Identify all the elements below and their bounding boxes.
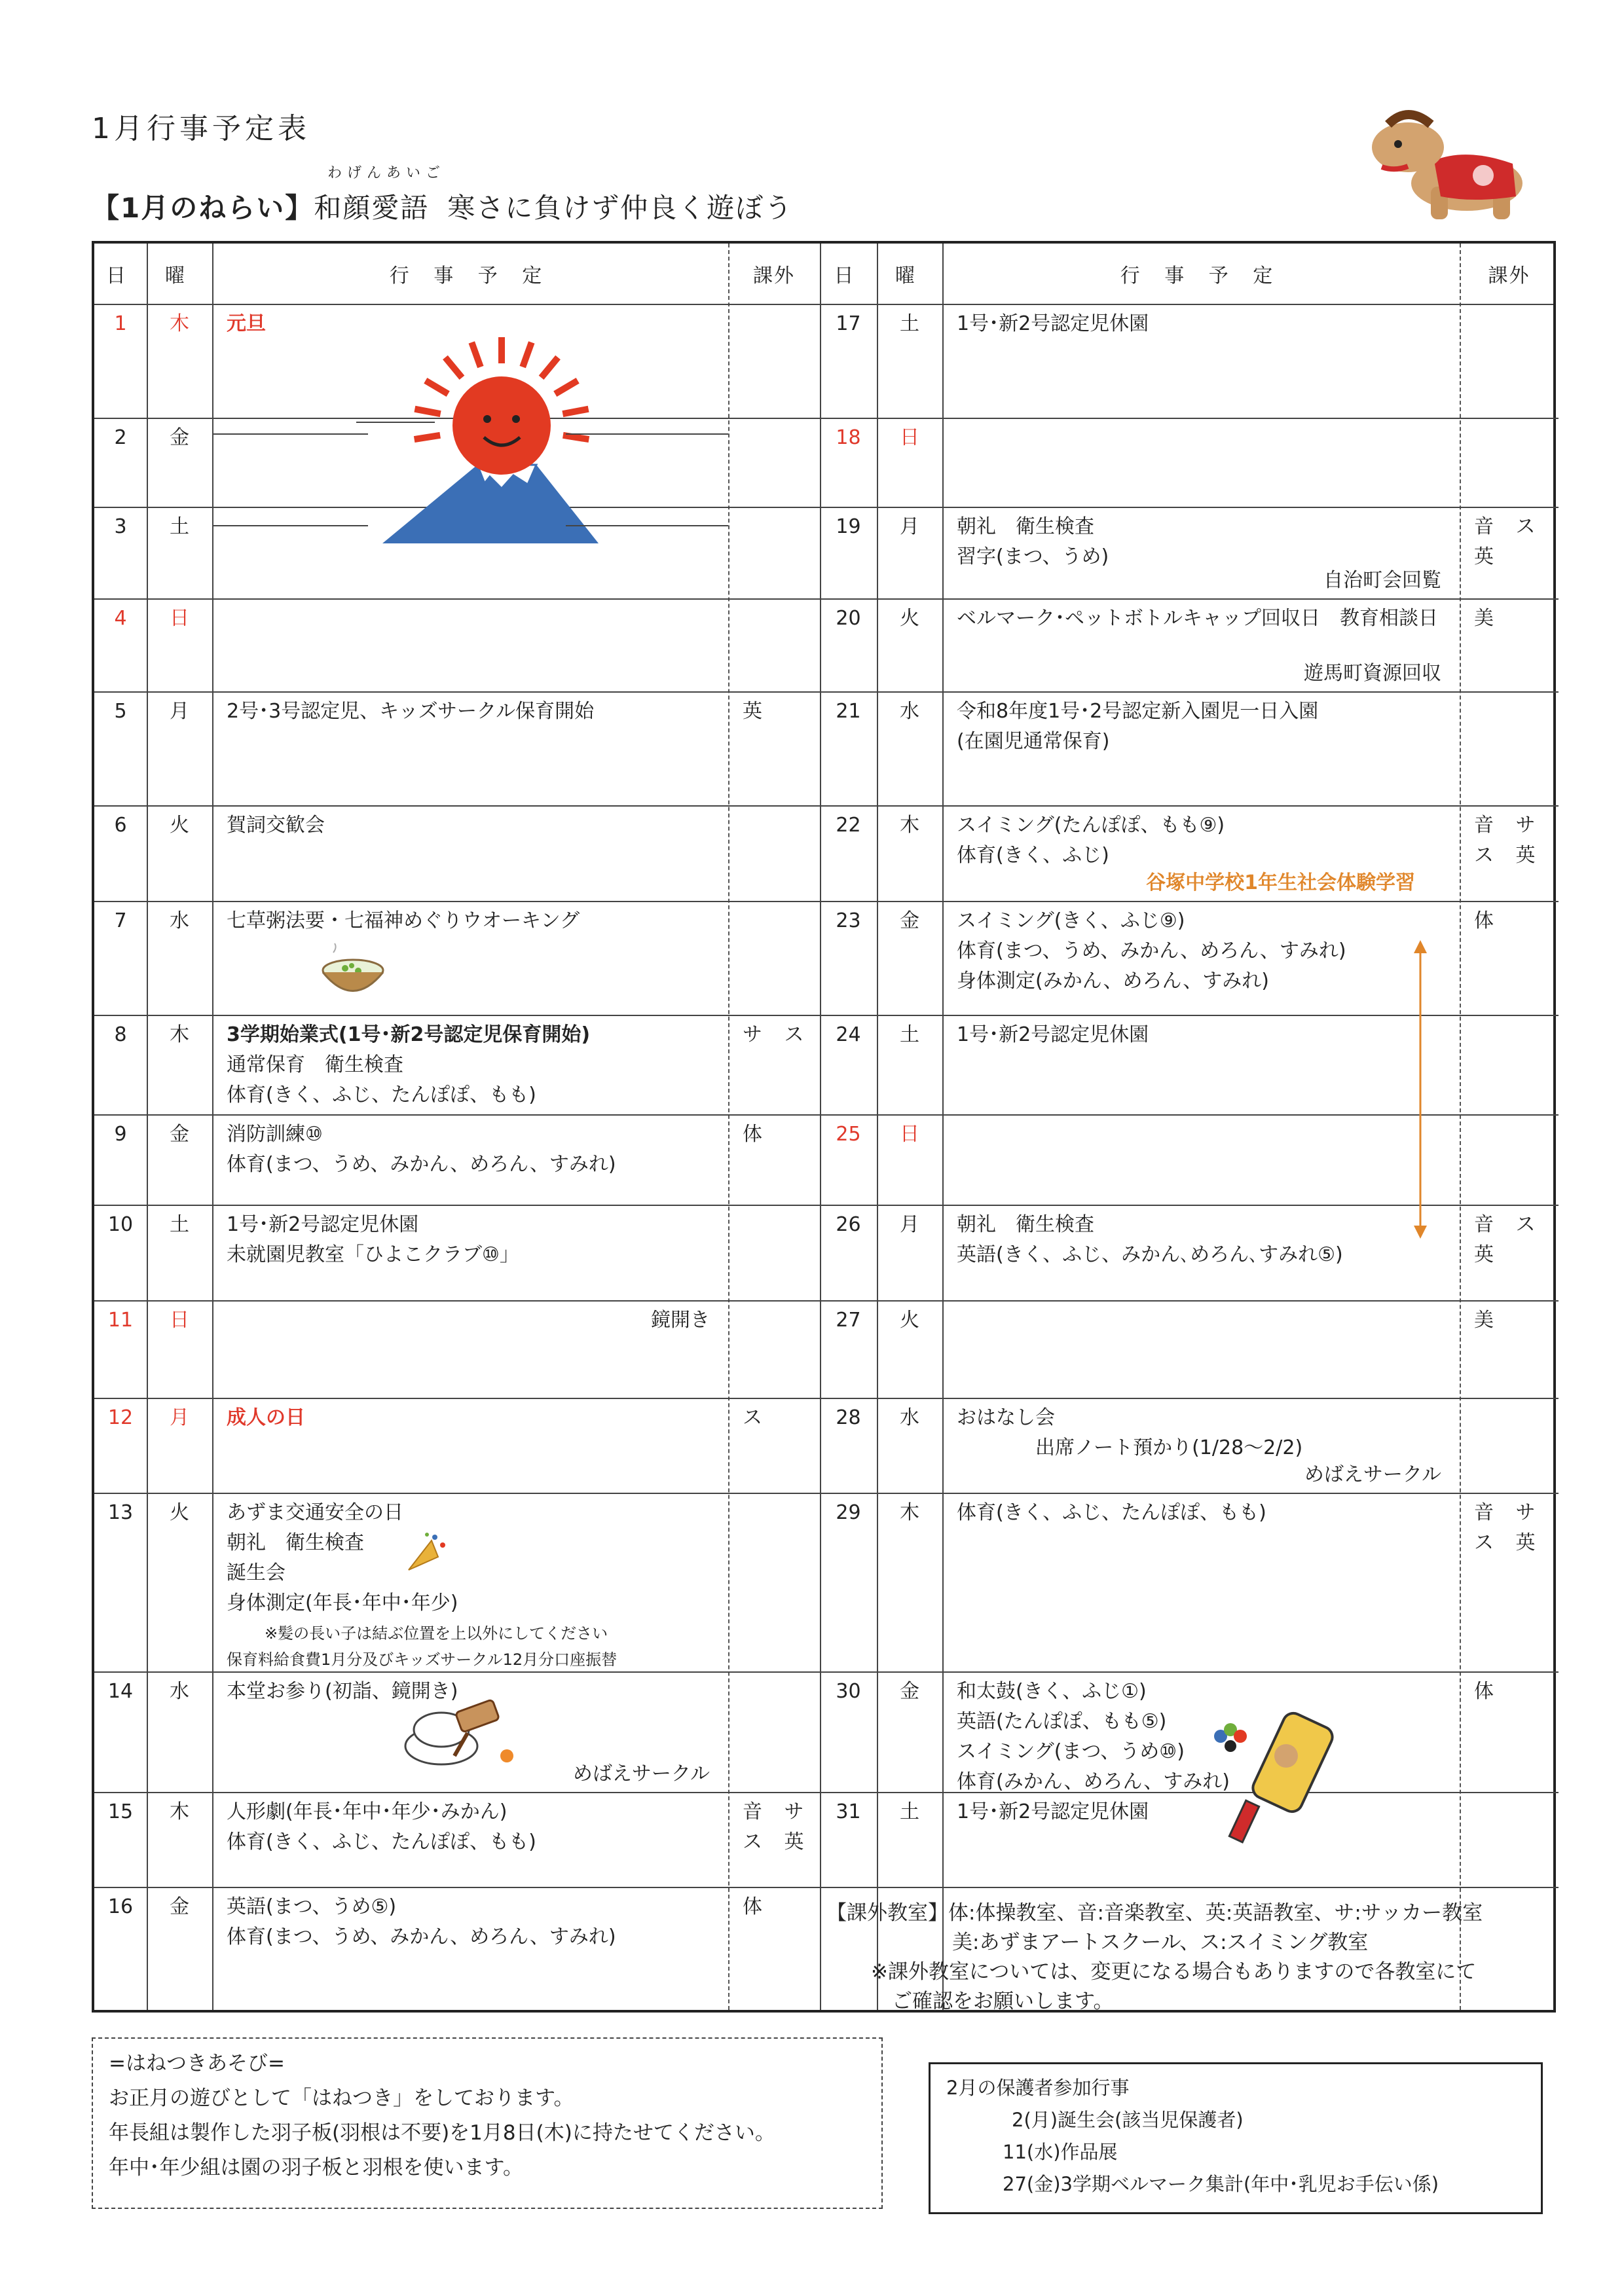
legend-line-2: 美:あずまアートスクール、ス:スイミング教室 xyxy=(952,1931,1369,1954)
party-popper-icon xyxy=(402,1531,448,1576)
event-line: 1号･新2号認定児休園 xyxy=(957,312,1149,335)
event-line: 1号･新2号認定児休園 xyxy=(957,1023,1149,1046)
day-number: 26 xyxy=(836,1213,861,1236)
header-day-left: 日 xyxy=(106,264,135,287)
event-line: 体育(みかん、めろん、すみれ) xyxy=(957,1770,1230,1793)
weekday: 金 xyxy=(900,909,919,932)
event-line: 体育(まつ、うめ、みかん、めろん、すみれ) xyxy=(227,1925,616,1948)
weekday: 土 xyxy=(900,1023,919,1046)
extra-class: 体 xyxy=(743,1123,770,1146)
extra-class: ス xyxy=(743,1406,770,1429)
event-line: あずま交通安全の日 xyxy=(227,1501,403,1524)
weekday: 日 xyxy=(170,607,189,630)
event-right-note: 自治町会回覧 xyxy=(1323,569,1441,592)
february-line-1: 2(月)誕生会(該当児保護者) xyxy=(1012,2109,1244,2131)
event-line: 朝礼 衛生検査 xyxy=(227,1531,364,1554)
weekday: 月 xyxy=(900,1213,919,1236)
event-line: 体育(きく、ふじ、たんぽぽ、もも) xyxy=(227,1084,536,1106)
monthly-aim xyxy=(92,165,794,226)
event-line: 英語(まつ、うめ⑤) xyxy=(227,1895,397,1918)
event-line: スイミング(たんぽぽ、もも⑨) xyxy=(957,814,1225,837)
weekday: 日 xyxy=(900,1123,919,1146)
event-line: 朝礼 衛生検査 xyxy=(957,1213,1094,1236)
header-weekday-right: 曜 xyxy=(895,264,924,287)
day-number: 5 xyxy=(114,700,127,723)
sun-fuji-icon xyxy=(356,327,599,543)
day-number: 13 xyxy=(107,1501,134,1524)
header-day-right: 日 xyxy=(834,264,863,287)
day-number: 30 xyxy=(836,1680,861,1703)
hanetsuki-line-2: 年長組は製作した羽子板(羽根は不要)を1月8日(木)に持たせてください。 xyxy=(109,2121,775,2145)
february-title: 2月の保護者参加行事 xyxy=(946,2077,1130,2099)
event-line: 和太鼓(きく、ふじ①) xyxy=(957,1680,1147,1703)
event-line: 未就園児教室「ひよこクラブ⑩」 xyxy=(227,1243,519,1266)
event-note: 保育料給食費1月分及びキッズサークル12月分口座振替 xyxy=(227,1650,618,1669)
event-line: (在園児通常保育) xyxy=(957,730,1110,753)
weekday: 火 xyxy=(170,814,189,837)
weekday: 月 xyxy=(170,700,189,723)
extra-class: 音 ス 英 xyxy=(1474,515,1543,568)
extra-class: 英 xyxy=(743,700,770,723)
event-line: 消防訓練⑩ xyxy=(227,1123,323,1146)
day-number: 22 xyxy=(836,814,861,837)
extra-class: サ ス xyxy=(743,1023,812,1046)
day-number: 20 xyxy=(836,607,861,630)
weekday: 木 xyxy=(170,312,189,335)
header-weekday-left: 曜 xyxy=(165,264,194,287)
aim-ruby: わげんあいご xyxy=(327,165,446,181)
day-number: 16 xyxy=(107,1895,134,1918)
extra-class: 美 xyxy=(1474,607,1502,630)
extra-class: 音 ス 英 xyxy=(1474,1213,1543,1266)
day-number: 10 xyxy=(107,1213,134,1236)
event-line: 体育(まつ、うめ、みかん、めろん、すみれ) xyxy=(227,1153,616,1176)
event-line: 令和8年度1号･2号認定新入園児一日入園 xyxy=(957,700,1319,723)
event-line: おはなし会 xyxy=(957,1406,1055,1429)
day-number: 24 xyxy=(836,1023,861,1046)
event-line: 通常保育 衛生検査 xyxy=(227,1053,403,1076)
extra-class: 音 サ ス 英 xyxy=(1474,1501,1543,1554)
event-line: 出席ノート預かり(1/28～2/2) xyxy=(957,1436,1303,1459)
weekday: 日 xyxy=(900,426,919,449)
day-number: 7 xyxy=(114,909,127,932)
day-number: 15 xyxy=(107,1800,134,1823)
mochi-mallet-icon xyxy=(402,1694,533,1766)
february-line-2: 11(水)作品展 xyxy=(1003,2141,1118,2163)
hagoita-icon xyxy=(1208,1710,1325,1841)
aim-theme: 寒さに負けず仲良く遊ぼう xyxy=(447,192,794,224)
weekday: 月 xyxy=(900,515,919,538)
event-line: 習字(まつ、うめ) xyxy=(957,545,1109,568)
header-events-right: 行 事 予 定 xyxy=(1120,264,1282,287)
event-line: 誕生会 xyxy=(227,1561,286,1584)
weekday: 水 xyxy=(900,1406,919,1429)
day-number: 28 xyxy=(836,1406,861,1429)
event-line: 体育(きく、ふじ) xyxy=(957,844,1109,867)
legend-line-3: ※課外教室については、変更になる場合もありますので各教室にて xyxy=(871,1960,1477,1984)
page-title: 1月行事予定表 xyxy=(92,112,310,145)
day-number: 25 xyxy=(836,1123,861,1146)
header-events-left: 行 事 予 定 xyxy=(389,264,551,287)
aim-label: 【1月のねらい】 xyxy=(92,192,314,224)
event-right-note: 遊馬町資源回収 xyxy=(1304,662,1441,685)
weekday: 日 xyxy=(170,1309,189,1332)
day-number: 31 xyxy=(836,1800,861,1823)
weekday: 木 xyxy=(170,1800,189,1823)
day-number: 3 xyxy=(114,515,127,538)
day-number: 23 xyxy=(836,909,861,932)
extra-class: 体 xyxy=(1474,909,1502,932)
event-line: 2号･3号認定児、キッズサークル保育開始 xyxy=(227,700,595,723)
weekday: 水 xyxy=(900,700,919,723)
weekday: 水 xyxy=(170,909,189,932)
hanetsuki-line-3: 年中･年少組は園の羽子板と羽根を使います。 xyxy=(109,2156,524,2179)
day-number: 21 xyxy=(836,700,861,723)
extra-class: 体 xyxy=(743,1895,770,1918)
schedule-table xyxy=(92,241,1556,2013)
weekday: 火 xyxy=(900,607,919,630)
rice-porridge-icon xyxy=(320,947,386,1006)
day-number: 14 xyxy=(107,1680,134,1703)
horse-mascot-icon xyxy=(1369,98,1539,223)
weekday: 土 xyxy=(170,515,189,538)
hanetsuki-title: =はねつきあそび= xyxy=(109,2052,285,2075)
event-line: 成人の日 xyxy=(227,1406,305,1429)
day-number: 8 xyxy=(114,1023,127,1046)
event-line: 朝礼 衛生検査 xyxy=(957,515,1094,538)
header-extra-right: 課外 xyxy=(1488,264,1530,287)
weekday: 月 xyxy=(170,1406,189,1429)
event-line: 本堂お参り(初詣、鏡開き) xyxy=(227,1680,458,1703)
day-number: 6 xyxy=(114,814,127,837)
weekday: 金 xyxy=(900,1680,919,1703)
day-number: 1 xyxy=(114,312,127,335)
day-number: 27 xyxy=(836,1309,861,1332)
event-note: ※髪の長い子は結ぶ位置を上以外にしてください xyxy=(265,1624,608,1643)
extra-class: 美 xyxy=(1474,1309,1502,1332)
day-number: 4 xyxy=(114,607,127,630)
hanetsuki-line-1: お正月の遊びとして「はねつき」をしております。 xyxy=(109,2086,574,2110)
header-extra-left: 課外 xyxy=(753,264,795,287)
event-line: 体育(きく、ふじ、たんぽぽ、もも) xyxy=(957,1501,1266,1524)
day-number: 9 xyxy=(114,1123,127,1146)
event-line: 3学期始業式(1号･新2号認定児保育開始) xyxy=(227,1023,591,1046)
weekday: 土 xyxy=(900,312,919,335)
weekday: 土 xyxy=(170,1213,189,1236)
event-right-note: めばえサークル xyxy=(572,1762,710,1785)
weekday: 木 xyxy=(900,1501,919,1524)
event-line: 英語(きく、ふじ、みかん､めろん､すみれ⑤) xyxy=(957,1243,1343,1266)
day-number: 29 xyxy=(836,1501,861,1524)
event-line: 七草粥法要・七福神めぐりウオーキング xyxy=(227,909,580,932)
aim-word: 和顔愛語 xyxy=(314,192,430,224)
extra-class: 音 サ ス 英 xyxy=(743,1800,812,1853)
event-line: 体育(まつ、うめ、みかん、めろん、すみれ) xyxy=(957,939,1346,962)
weekday: 火 xyxy=(170,1501,189,1524)
event-line: 元旦 xyxy=(227,312,266,335)
event-orange-note: 谷塚中学校1年生社会体験学習 xyxy=(1146,871,1415,894)
legend-line-4: ご確認をお願いします。 xyxy=(892,1990,1114,2013)
weekday: 木 xyxy=(170,1023,189,1046)
weekday: 土 xyxy=(900,1800,919,1823)
day-number: 11 xyxy=(107,1309,134,1332)
event-line: 1号･新2号認定児休園 xyxy=(227,1213,419,1236)
event-right-note: めばえサークル xyxy=(1304,1463,1441,1486)
day-number: 17 xyxy=(836,312,861,335)
weekday: 金 xyxy=(170,1123,189,1146)
event-line: 英語(たんぽぽ、もも⑤) xyxy=(957,1710,1167,1733)
day-number: 19 xyxy=(836,515,861,538)
weekday: 金 xyxy=(170,426,189,449)
weekday: 金 xyxy=(170,1895,189,1918)
legend-line-1: 【課外教室】体:体操教室、音:音楽教室、英:英語教室、サ:サッカー教室 xyxy=(826,1901,1483,1925)
day-number: 2 xyxy=(114,426,127,449)
event-line: スイミング(きく、ふじ⑨) xyxy=(957,909,1185,932)
february-box xyxy=(929,2062,1543,2214)
event-line: スイミング(まつ、うめ⑩) xyxy=(957,1740,1185,1763)
day-number: 12 xyxy=(107,1406,134,1429)
event-line: 1号･新2号認定児休園 xyxy=(957,1800,1149,1823)
event-line: 身体測定(みかん、めろん、すみれ) xyxy=(957,970,1270,993)
event-line: 体育(きく、ふじ、たんぽぽ、もも) xyxy=(227,1831,536,1853)
event-line: 賀詞交歓会 xyxy=(227,814,325,837)
february-line-3: 27(金)3学期ベルマーク集計(年中･乳児お手伝い係) xyxy=(1003,2173,1439,2195)
weekday: 火 xyxy=(900,1309,919,1332)
event-line: 身体測定(年長･年中･年少) xyxy=(227,1592,458,1614)
period-arrow-icon xyxy=(1411,939,1430,1240)
extra-class: 体 xyxy=(1474,1680,1502,1703)
weekday: 水 xyxy=(170,1680,189,1703)
day-number: 18 xyxy=(836,426,861,449)
event-line: 人形劇(年長･年中･年少･みかん) xyxy=(227,1800,507,1823)
event-right-note: 鏡開き xyxy=(651,1309,710,1332)
weekday: 木 xyxy=(900,814,919,837)
event-line: ベルマーク･ペットボトルキャップ回収日 教育相談日 xyxy=(957,607,1438,630)
extra-class: 音 サ ス 英 xyxy=(1474,814,1543,867)
hanetsuki-box xyxy=(92,2037,883,2209)
